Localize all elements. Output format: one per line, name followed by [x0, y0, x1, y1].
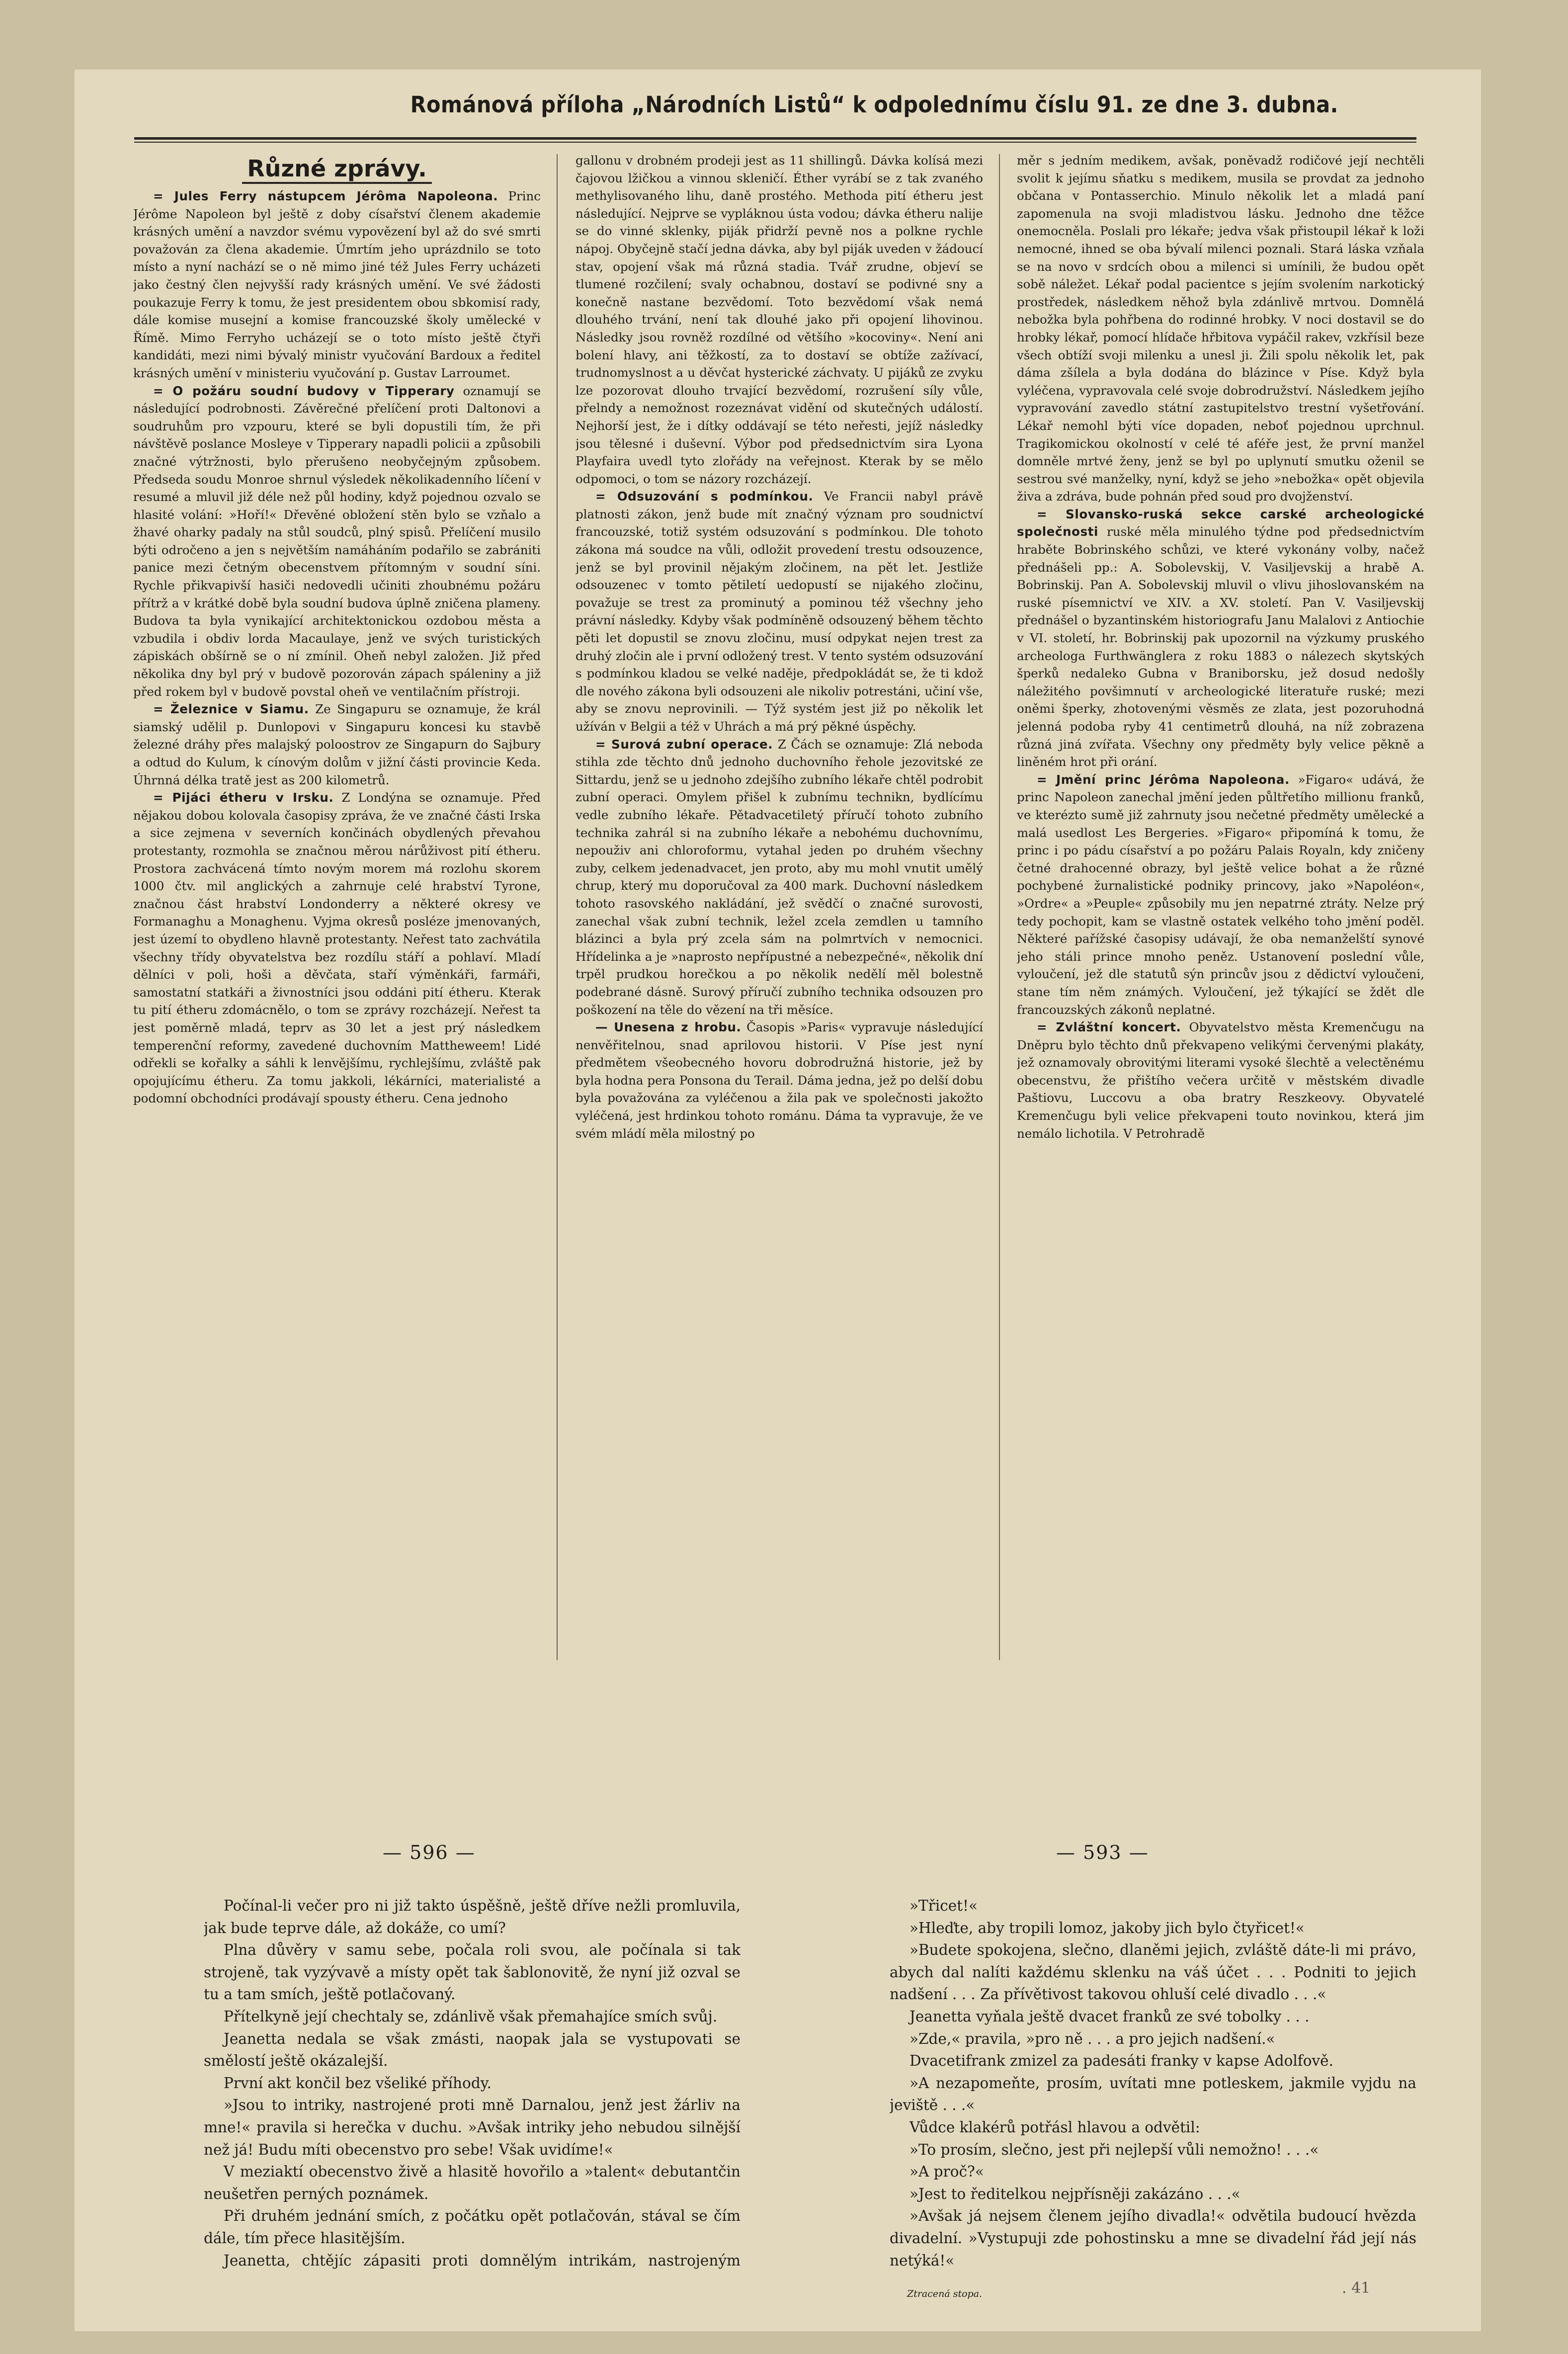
- article-paragraph: [1017, 505, 1424, 771]
- article-body: oznamují se následující podrobnosti. Závěrečné přelíčení proti Daltonovi a soudruhům pro vzpouru, které se byli dopustili tím, že při návštěvě poslance Mosleye v Tipperary napadli policii a způsobili značné výtržnosti, bylo přerušeno neobyčejným způsobem. Předseda soudu Monroe shrnul výsledek několikadenního líčení v resumé a mluvil již déle než půl hodiny, když pojednou ozvalo se hlasité volání: »Hoří!« Dřevěné obložení stěn bylo se vzňalo a žhavé oharky padaly na stůl soudců, plný spisů. Přelíčení musilo býti odročeno a jen s největším namáháním podařilo se zabrániti panice mezi četným obecenstvem přítomným v soudní síni. Rychle přikvapivší hasiči nedovedli učiniti zhoubnému požáru přítrž a v krátké době byla soudní budova úplně zničena plameny. Budova ta byla vynikající architektonickou ozdobou města a vzbudila i obdiv lorda Macaulaye, jenž ve svých turistických zápiskách obšírně se o ní zmínil. Oheň nebyl založen. Již před několika dny byl prý v budově pozorován zápach spáleniny a již před rokem byl v budově povstal oheň ve ventilačním přístroji.: [133, 383, 541, 699]
- article-headline: = Slovansko-ruská sekce carské archeologické společnosti: [1017, 506, 1424, 539]
- corner-mark: . 41: [1342, 2279, 1371, 2297]
- article-body: Z Londýna se oznamuje. Před nějakou dobou kolovala časopisy zpráva, že ve značné části Irska a sice zejmena v severních končinách obydlených převahou protestanty, rozmohla se značnou měrou nárůživost pití étheru. Prostora zachvácená tímto novým morem má rozlohu skorem 1000 čtv. mil anglických a zahrnuje celé hrabství Tyrone, značnou část hrabství Londonderry a některé okresy ve Formanaghu a Monaghenu. Vyjma okresů posléze jmenovaných, jest území to obydleno hlavně protestanty. Neřest tato zachvátila všechny třídy obyvatelstva bez rozdílu stáří a pohlaví. Mladí dělníci v poli, hoši a děvčata, staří výměnkáři, farmáři, samostatní statkáři a živnostníci jsou oddáni pití étheru. Kterak tu pití étheru zdomácnělo, o tom se zprávy rozcházejí. Neřest ta jest poměrně mladá, teprv as 30 let a jest prý následkem temperenční reformy, zavedené duchovním Mattheweem! Lidé odřekli se kořalky a sáhli k lenvějšímu, rychlejšímu, zvláště pak opojujícímu étheru. Za tomu jakkoli, lékárníci, materialisté a podomní obchodníci prodávají spousty étheru. Cena jednoho: [133, 790, 541, 1106]
- article-headline: = Odsuzování s podmínkou.: [595, 489, 814, 504]
- story-paragraph: Jeanetta, chtějíc zápasiti proti domnělým intrikám, nastrojeným: [224, 2252, 741, 2269]
- newspaper-page: [75, 70, 1481, 2331]
- article-paragraph: [576, 1018, 983, 1142]
- article-paragraph: [576, 488, 983, 735]
- story-paragraph: »Avšak já nejsem členem jejího divadla!« odvětila budoucí hvězda divadelní. »Vystupuji zde pohostinsku a mne se divadelní řád její nás netýká!«: [890, 2207, 1416, 2269]
- column-2: [576, 152, 983, 1663]
- page-number-left: — 596 —: [383, 1842, 476, 1863]
- story-paragraph: Plna důvěry v samu sebe, počala roli svou, ale počínala si tak strojeně, tak vyzývavě a místy opět tak šablonovitě, že nyní již ozval se tu a tam smích, ještě potlačovaný.: [204, 1941, 741, 2003]
- article-body: Z Čách se oznamuje: Zlá neboda stihla zde těchto dnů jednoho duchovního řehole jezovitské ze Sittardu, jenž se u jednoho zdejšího zubního lékaře chtěl podrobit zubní operaci. Omylem přišel k zubnímu technikn, bydlícímu vedle zubního lékaře. Pětadvacetiletý příručí tohoto zubního technika zahrál si na zubního lékaře a nebohému duchovnímu, nepouživ ani chloroformu, vytahal jeden po druhém všechny zuby, celkem jedenadvacet, jen proto, aby mu mohl vnutit umělý chrup, který mu doporučoval za 400 mark. Duchovní následkem tohoto rasovského nakládání, jež svědčí o značné surovosti, zanechal však zubní technik, ležel zcela zemdlen u tamního blázinci a byla prý zcela sám na polmrtvích v nemocnici. Hřídelinka a je »naprosto nepřípustné a nebezpečné«, několik dní trpěl prudkou horečkou a po několik nedělí měl bolestně podebrané dásně. Surový příručí zubního technika odsouzen pro poškození na těle do vězení na tři měsíce.: [576, 737, 983, 1017]
- story-paragraph: Při druhém jednání smích, z počátku opět potlačován, stával se čím dále, tím přece hlasitějším.: [204, 2207, 741, 2247]
- article-body: »Figaro« udává, že princ Napoleon zanechal jmění jeden půltřetího millionu franků, ve kterézto sumě již zahrnuty jsou nečetné předměty umělecké a malá usedlost Les Bergeries. »Figaro« připomíná k tomu, že princ i po pádu císařství a po požáru Palais Royaln, kdy zničeny četné drahocenné obrazy, byl ještě velice bohat a že různé pochybené žurnalistické podniky princovy, jako »Napoléon«, »Ordre« a »Peuple« způsobily mu jen nepatrné ztráty. Nelze prý tedy pochopit, kam se vlastně ostatek velkého toho jmění poděl. Některé pařížské časopisy udávají, že oba nemanželští synové jeho stáli prince mnoho peněz. Ustanovení poslední vůle, vyloučení, jež dle statutů sýn princův jsou z dědictví vyloučeni, stane tím něm známých. Vyloučení, jež týkající se ždět dle francouzských zákonů neplatné.: [1017, 772, 1424, 1017]
- article-body: Ze Singapuru se oznamuje, že král siamský udělil p. Dunlopovi v Singapuru koncesi ku stavbě železné dráhy přes malajský poloostrov ze Singapurn do Sajbury a odtud do Kulum, k cínovým dolům v jižní části provincie Keda. Úhrnná délka tratě jest as 200 kilometrů.: [133, 702, 541, 787]
- article-headline: = Surová zubní operace.: [595, 737, 773, 752]
- article-paragraph: [133, 700, 541, 789]
- article-headline: = Železnice v Siamu.: [153, 702, 309, 717]
- story-paragraph: »A proč?«: [909, 2163, 984, 2181]
- article-body: měr s jedním medikem, avšak, poněvadž rodičové její nechtěli svolit k jejímu sňatku s medikem, musila se provdat za jednoho občana v Pontasserchio. Minulo několik let a mladá paní zapomenula na svoji mladistvou lásku. Jednoho dne těžce onemocněla. Poslali pro lékaře; jedva však přistoupil lékař k loži nemocné, ihned se oba bývalí milenci poznali. Stará láska vzňala se na novo v srdcích obou a milenci si umínili, že budou opět sobě náležet. Lékař podal pacientce s jejím svolením narkotický prostředek, následkem něhož byla zdánlivě mrtvou. Domnělá nebožka byla pohřbena do rodinné hrobky. V noci dostavil se do hrobky lékař, pomocí hlídače hřbitova vypáčil rakev, vzkřísil beze všech obtíží svoji milenku a unesl ji. Žili spolu několik let, pak dáma zšílela a byla dodána do blázince v Píse. Když byla vyléčena, vypravovala celé svoje dobrodružství. Následkem jejího vypravování zavedlo státní zastupitelstvo trestní vyšetřování. Lékař nemohl býti více dopaden, neboť pojednou uprchnul. Tragikomickou okolností v celé té aféře jest, že první manžel domněle mrtvé ženy, jenž se byl po uplynutí smutku oženil se sestrou své manželky, nyní, když se jeho »nebožka« opět objevila živa a zdráva, bude pohnán před soud pro dvojženství.: [1017, 153, 1424, 504]
- article-paragraph: [576, 152, 983, 488]
- article-paragraph: [133, 789, 541, 1107]
- article-body: Ve Francii nabyl právě platnosti zákon, jenž bude mít značný význam pro soudnictví francouzské, totiž systém odsuzování s podmínkou. Dle tohoto zákona má soudce na vůli, odložit provedení trestu odsouzence, jenž se byl provinil nějakým zločinem, na pět let. Jestliže odsouzenec v tomto pětiletí uedopustí se nijakého zločinu, považuje se trest za prominutý a pominou též všechny jeho právní následky. Kdyby však podmíněně odsouzený během těchto pěti let dopustil se znovu zločinu, musí odpykat nejen trest za druhý zločin ale i první odložený trest. V tento systém odsuzování s podmínkou kladou se velké naděje, předpokládát se, že ti kdož dle nového zákona byli odsouzeni ale nikoliv potrestáni, učiní vše, aby se znovu neprovinili. — Týž systém jest již po několik let užíván v Belgii a též v Uhrách a má prý pěkné úspěchy.: [576, 489, 983, 734]
- story-paragraph: »To prosím, slečno, jest při nejlepší vůli nemožno! . . .«: [909, 2141, 1319, 2158]
- article-headline: = Pijáci étheru v Irsku.: [153, 790, 334, 805]
- story-paragraph: »Hleďte, aby tropili lomoz, jakoby jich bylo čtyřicet!«: [909, 1919, 1305, 1936]
- article-paragraph: [133, 187, 541, 382]
- story-paragraph: V meziaktí obecenstvo živě a hlasitě hovořilo a »talent« debutantčin neušetřen perných poznámek.: [204, 2163, 741, 2202]
- article-headline: — Unesena z hrobu.: [595, 1020, 742, 1035]
- article-paragraph: [576, 736, 983, 1019]
- article-paragraph: [1017, 771, 1424, 1018]
- story-paragraph: Jeanetta vyňala ještě dvacet franků ze své tobolky . . .: [909, 2008, 1310, 2025]
- column-3: [1017, 152, 1424, 1663]
- article-body: Princ Jérôme Napoleon byl ještě z doby císařství členem akademie krásných umění a navzdor svému vypovězení byl až do své smrti považován za člena akademie. Úmrtím jeho uprázdnilo se toto místo a nyní nachází se o ně mimo jiné též Jules Ferry ucházeti jako čestný člen nejvyšší rady krásných umění. Ve své žádosti poukazuje Ferry k tomu, že jest presidentem obou sbkomisí rady, dále komise musejní a komise francouzské školy umělecké v Římě. Mimo Ferryho ucházejí se o toto místo ještě čtyři kandidáti, mezi nimi bývalý ministr vyučování Bardoux a ředitel krásných umění v ministeriu vyučování p. Gustav Larroumet.: [133, 189, 541, 380]
- story-paragraph: Jeanetta nedala se však zmásti, naopak jala se vystupovati se smělostí ještě okázalejší.: [204, 2030, 741, 2070]
- story-left: [204, 1895, 741, 2272]
- story-paragraph: »Jest to ředitelkou nejpřísněji zakázáno . . .«: [909, 2185, 1240, 2202]
- story-paragraph: První akt končil bez všeliké příhody.: [224, 2074, 492, 2092]
- column-1-articles: [133, 187, 541, 1107]
- header-rule: [134, 137, 1416, 140]
- story-paragraph: »Třicet!«: [909, 1897, 978, 1914]
- story-paragraph: Přítelkyně její chechtaly se, zdánlivě však přemahajíce smích svůj.: [224, 2008, 718, 2025]
- article-body: Obyvatelstvo města Kremenčugu na Dněpru bylo těchto dnů překvapeno velikými červenými plakáty, jež oznamovaly obrovitými literami vysoké šlechtě a velectěnému obecenstvu, že přištího večera určitě v městském divadle Paštiovu, Luccovu a oba bratry Reszkeovy. Obyvatelé Kremenčugu byli velice překvapeni touto novinkou, která jim nemálo lichotila. V Petrohradě: [1017, 1020, 1424, 1141]
- article-headline: = O požáru soudní budovy v Tipperary: [153, 383, 455, 398]
- column-2-articles: [576, 152, 983, 1142]
- article-paragraph: [1017, 1018, 1424, 1142]
- article-headline: = Zvláštní koncert.: [1037, 1020, 1181, 1035]
- column-divider: [999, 154, 1000, 1660]
- story-paragraph: Počínal-li večer pro ni již takto úspěšně, ještě dříve nežli promluvila, jak bude teprve dále, až dokáže, co umí?: [204, 1897, 741, 1936]
- article-headline: = Jules Ferry nástupcem Jérôma Napoleona.: [153, 189, 498, 203]
- page-header: Románová příloha „Národních Listů“ k odpolednímu číslu 91. ze dne 3. dubna.: [410, 91, 1338, 118]
- column-1: [133, 152, 541, 1663]
- story-paragraph: »A nezapomeňte, prosím, uvítati mne potleskem, jakmile vyjdu na jeviště . . .«: [890, 2074, 1416, 2114]
- article-paragraph: [133, 382, 541, 701]
- story-paragraph: Vůdce klakérů potřásl hlavou a odvětil:: [909, 2118, 1200, 2136]
- story-paragraph: [890, 2271, 1416, 2272]
- article-body: Časopis »Paris« vypravuje následující nenvěřitelnou, snad aprilovou historii. V Píse jest nyní předmětem všeobecného hovoru dobrodružná historie, jež by byla hodna pera Ponsona du Terail. Dáma jedna, jež po delší dobu byla považována za vyléčenou a žila pak ve společnosti jakožto vyléčená, jest hrdinkou tohoto románu. Dáma ta vypravuje, že ve svém mládí měla milostný po: [576, 1020, 983, 1141]
- column-divider: [557, 154, 558, 1660]
- article-paragraph: [1017, 152, 1424, 505]
- page-number-right: — 593 —: [1056, 1842, 1149, 1863]
- story-paragraph: »Budete spokojena, slečno, dlaněmi jejich, zvláště dáte-li mi právo, abych dal nalíti každému sklenku na váš účet . . . Podniti to jejich nadšení . . . Za přívětivost takovou ohluší celé divadlo . . .«: [890, 1941, 1416, 2003]
- column-3-articles: [1017, 152, 1424, 1142]
- section-title: Různé zprávy.: [133, 153, 541, 184]
- footer-note: Ztracená stopa.: [907, 2288, 983, 2299]
- story-paragraph: »Zde,« pravila, »pro ně . . . a pro jejich nadšení.«: [909, 2030, 1275, 2047]
- article-body: ruské měla minulého týdne pod předsednictvím hraběte Bobrinského schůzi, ve které vykonány volby, načež přednášeli pp.: A. Sobolevskij, V. Vasiljevskij a hrabě A. Bobrinskij. Pan A. Sobolevskij mluvil o vlivu jihoslovanském na ruské písemnictví ve XIV. a XV. století. Pan V. Vasiljevskij přednášel o byzantinském historiografu Janu Malalovi z Antiochie v VI. století, hr. Bobrinskij pak upozornil na výzkumy pruského archeologa Furthwänglera z roku 1883 o nálezech skytských šperků nedaleko Gubna v Braniborsku, jež dosud nedošly náležitého povšimnutí v archeologické literatuře ruské; mezi oněmi šperky, zhotovenými věsměs ze zlata, jest pozoruhodná jelenná podoba ryby 41 centimetrů dlouhá, na níž zobrazena různá jiná zvířata. Všechny ony předměty byly velice pěkně a liněném hrot při orání.: [1017, 524, 1424, 769]
- story-right: [890, 1895, 1416, 2272]
- article-headline: = Jmění princ Jérôma Napoleona.: [1037, 772, 1290, 787]
- story-paragraph: Dvacetifrank zmizel za padesáti franky v kapse Adolfově.: [909, 2052, 1333, 2070]
- article-body: gallonu v drobném prodeji jest as 11 shillingů. Dávka kolísá mezi čajovou lžičkou a vinnou skleničí. Éther vyrábí se z tak zvaného methylisovaného lihu, daně prostého. Methoda pití étheru jest následující. Nejprve se vypláknou ústa vodou; dávka étheru nalije se do vinné sklenky, piják přidrží pevně nos a polkne rychle nápoj. Obyčejně stačí jedna dávka, aby byl piják uveden v žádoucí stav, opojení však má různá stadia. Tvář zrudne, objeví se tlumené rozčilení; svaly ochabnou, dostaví se podivné sny a konečně nastane bezvědomí. Toto bezvědomí však nemá dlouhého trvání, není tak dlouhé jako při opojení lihovinou. Následky jsou rovněž rozdílné od většího »kocoviny«. Není ani bolení hlavy, ani těžkostí, za to dostaví se obtíže zažívací, trudnomyslnost a u děvčat hysterické záchvaty. U pijáků ze zvyku lze pozorovat dlouho trvající bezvědomí, rozrušení síly vůle, přelndy a nemožnost rozeznávat vidění od skutečných událostí. Nejhorší jest, že i dítky oddávají se této neřesti, jejíž následky jsou tělesné i duševní. Výbor pod předsednictvím sira Lyona Playfaira uvedl tyto zlořády na veřejnost. Kterak by se mělo odpomoci, o tom se názory rozcházejí.: [576, 153, 983, 486]
- story-paragraph: »Jsou to intriky, nastrojené proti mně Darnalou, jenž jest žárliv na mne!« pravila si herečka v duchu. »Avšak intriky jeho nebudou silnější než já! Budu míti obecenstvo pro sebe! Však uvidíme!«: [204, 2097, 741, 2158]
- header-rule-thin: [134, 142, 1416, 143]
